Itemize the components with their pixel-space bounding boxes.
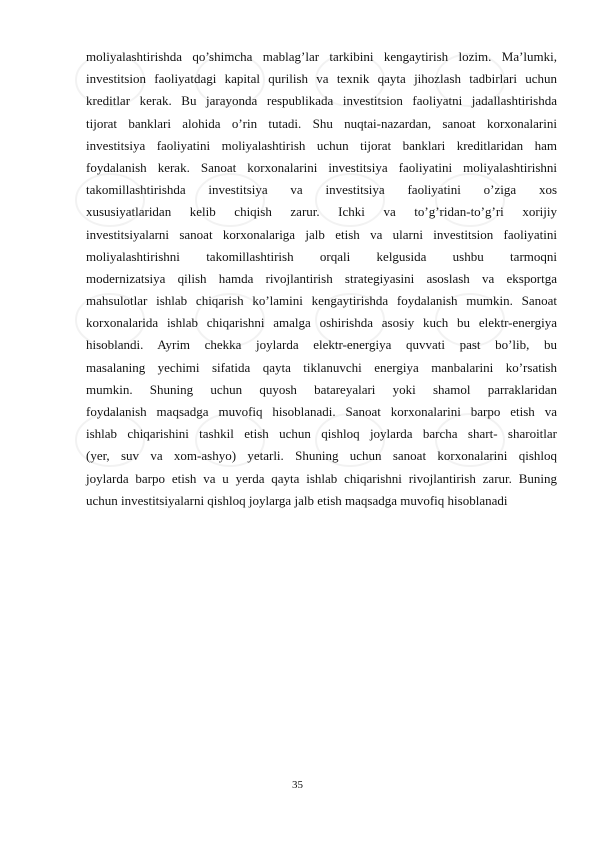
text-line: kreditlar kerak. Bu jarayonda respublikada investitsion faoliyatni jadallashtirishda xyxy=(86,93,557,109)
text-line: takomillashtirishda investitsiya va investitsiya faoliyatini o’ziga xos xyxy=(86,182,557,198)
text-line: ishlab chiqarishini tashkil etish uchun qishloq joylarda barcha shart- sharoitlar xyxy=(86,426,557,442)
text-line: xususiyatlaridan kelib chiqish zarur. Ichki va to’g’ridan-to’g’ri xorijiy xyxy=(86,204,557,220)
text-line: investitsiyalarni sanoat korxonalariga jalb etish va ularni investitsion faoliyatini xyxy=(86,226,557,242)
text-line: investitsion faoliyatdagi kapital qurilish va texnik qayta jihozlash tadbirlari uchun xyxy=(86,71,557,87)
body-paragraph xyxy=(86,46,557,512)
text-line: moliyalashtirishni takomillashtirish orqali kelgusida ushbu tarmoqni xyxy=(86,248,557,264)
text-line: joylarda barpo etish va u yerda qayta ishlab chiqarishni rivojlantirish zarur. Buning xyxy=(86,470,557,486)
text-line: modernizatsiya qilish hamda rivojlantirish strategiyasini asoslash va eksportga xyxy=(86,270,557,286)
text-line: mumkin. Shuning uchun quyosh batareyalari yoki shamol parraklaridan xyxy=(86,381,557,397)
text-line: moliyalashtirishda qo’shimcha mablag’lar tarkibini kengaytirish lozim. Ma’lumki, xyxy=(86,49,557,64)
text-line: tijorat banklari alohida o’rin tutadi. Shu nuqtai-nazardan, sanoat korxonalarini xyxy=(86,115,557,131)
text-line: mahsulotlar ishlab chiqarish ko’lamini kengaytirishda foydalanish mumkin. Sanoat xyxy=(86,293,557,309)
text-line: foydalanish maqsadga muvofiq hisoblanadi. Sanoat korxonalarini barpo etish va xyxy=(86,404,557,419)
text-line: investitsiya faoliyatini moliyalashtirish uchun tijorat banklari kreditlaridan ham xyxy=(86,137,557,153)
text-line: uchun investitsiyalarni qishloq joylarga jalb etish maqsadga muvofiq hisoblanadi xyxy=(86,492,508,508)
text-line: foydalanish kerak. Sanoat korxonalarini investitsiya faoliyatini moliyalashtirishni xyxy=(86,159,557,175)
text-line: korxonalarida ishlab chiqarishni amalga oshirishda asosiy kuch bu elektr-energiya xyxy=(86,315,557,331)
text-line: masalaning yechimi sifatida qayta tiklanuvchi energiya manbalarini ko’rsatish xyxy=(86,359,557,375)
text-line: (yer, suv va xom-ashyo) yetarli. Shuning uchun sanoat korxonalarini qishloq xyxy=(86,448,557,464)
page-number: 35 xyxy=(292,779,303,791)
text-line: hisoblandi. Ayrim chekka joylarda elektr-energiya quvvati past bo’lib, bu xyxy=(86,337,557,353)
